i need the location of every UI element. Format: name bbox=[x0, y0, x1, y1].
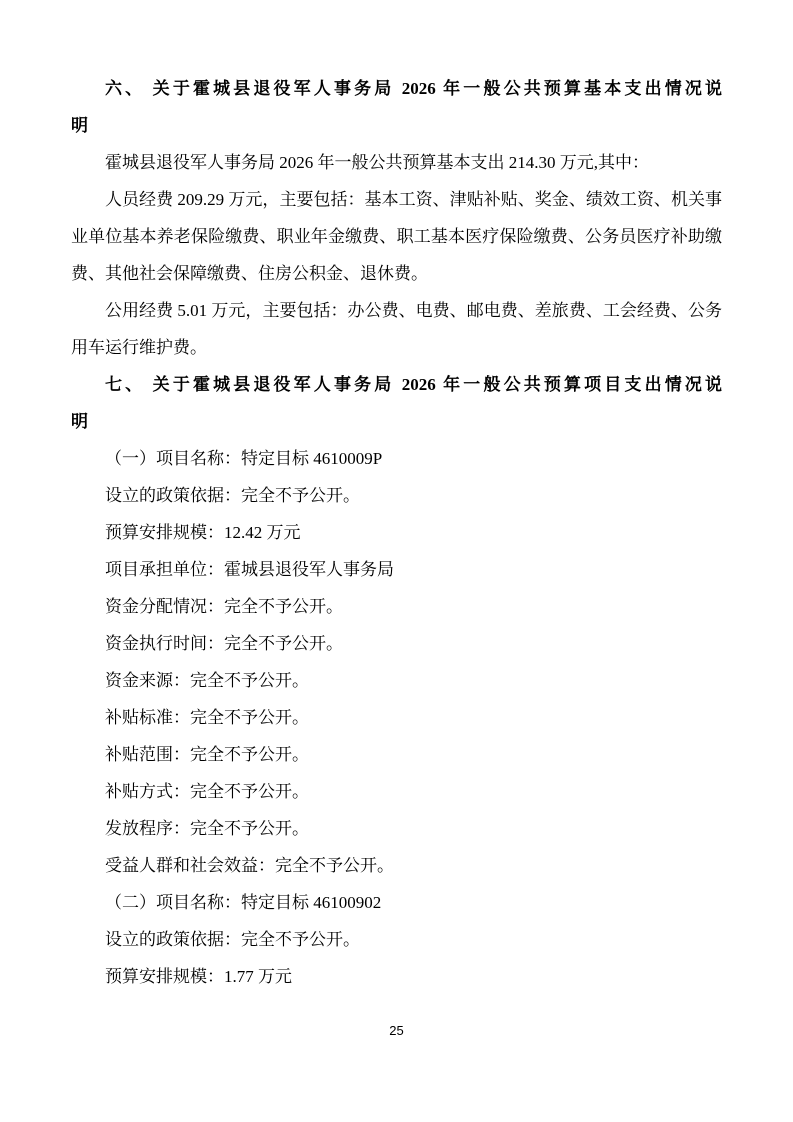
item1-subsidy-method: 补贴方式：完全不予公开。 bbox=[105, 782, 309, 801]
item1-fund-allocation: 资金分配情况：完全不予公开。 bbox=[105, 597, 343, 616]
para-basic-expenditure-total: 霍城县退役军人事务局 2026 年一般公共预算基本支出 214.30 万元,其中： bbox=[105, 153, 649, 172]
item2-policy-basis: 设立的政策依据：完全不予公开。 bbox=[105, 930, 360, 949]
para-public-expenses: 公用经费 5.01 万元，主要包括：办公费、电费、邮电费、差旅费、工会经费、公务用车运行维护费。 bbox=[71, 301, 722, 357]
item1-distribution-procedure: 发放程序：完全不予公开。 bbox=[105, 819, 309, 838]
page-number: 25 bbox=[389, 1023, 404, 1038]
item1-beneficiaries-social-benefit: 受益人群和社会效益：完全不予公开。 bbox=[105, 856, 394, 875]
item1-subsidy-standard: 补贴标准：完全不予公开。 bbox=[105, 708, 309, 727]
item1-project-name: （一）项目名称：特定目标 4610009P bbox=[105, 449, 383, 468]
para-personnel-expenses: 人员经费 209.29 万元，主要包括：基本工资、津贴补贴、奖金、绩效工资、机关事业单位基本养老保险缴费、职业年金缴费、职工基本医疗保险缴费、公务员医疗补助缴费、其他社会保障缴费、住房公积金、退休费。 bbox=[71, 190, 722, 283]
heading-section-seven-line2: 明 bbox=[71, 412, 88, 431]
item2-budget-scale: 预算安排规模：1.77 万元 bbox=[105, 967, 292, 986]
item1-fund-source: 资金来源：完全不予公开。 bbox=[105, 671, 309, 690]
heading-section-six-line1: 六、 关于霍城县退役军人事务局 2026 年一般公共预算基本支出情况说 bbox=[105, 79, 722, 98]
heading-section-seven-line1: 七、 关于霍城县退役军人事务局 2026 年一般公共预算项目支出情况说 bbox=[105, 375, 722, 394]
item1-budget-scale: 预算安排规模：12.42 万元 bbox=[105, 523, 301, 542]
item2-project-name: （二）项目名称：特定目标 46100902 bbox=[105, 893, 382, 912]
item1-undertaking-unit: 项目承担单位：霍城县退役军人事务局 bbox=[105, 560, 394, 579]
document-body bbox=[71, 70, 722, 995]
item1-subsidy-scope: 补贴范围：完全不予公开。 bbox=[105, 745, 309, 764]
heading-section-six-line2: 明 bbox=[71, 116, 88, 135]
item1-fund-execution-time: 资金执行时间：完全不予公开。 bbox=[105, 634, 343, 653]
item1-policy-basis: 设立的政策依据：完全不予公开。 bbox=[105, 486, 360, 505]
